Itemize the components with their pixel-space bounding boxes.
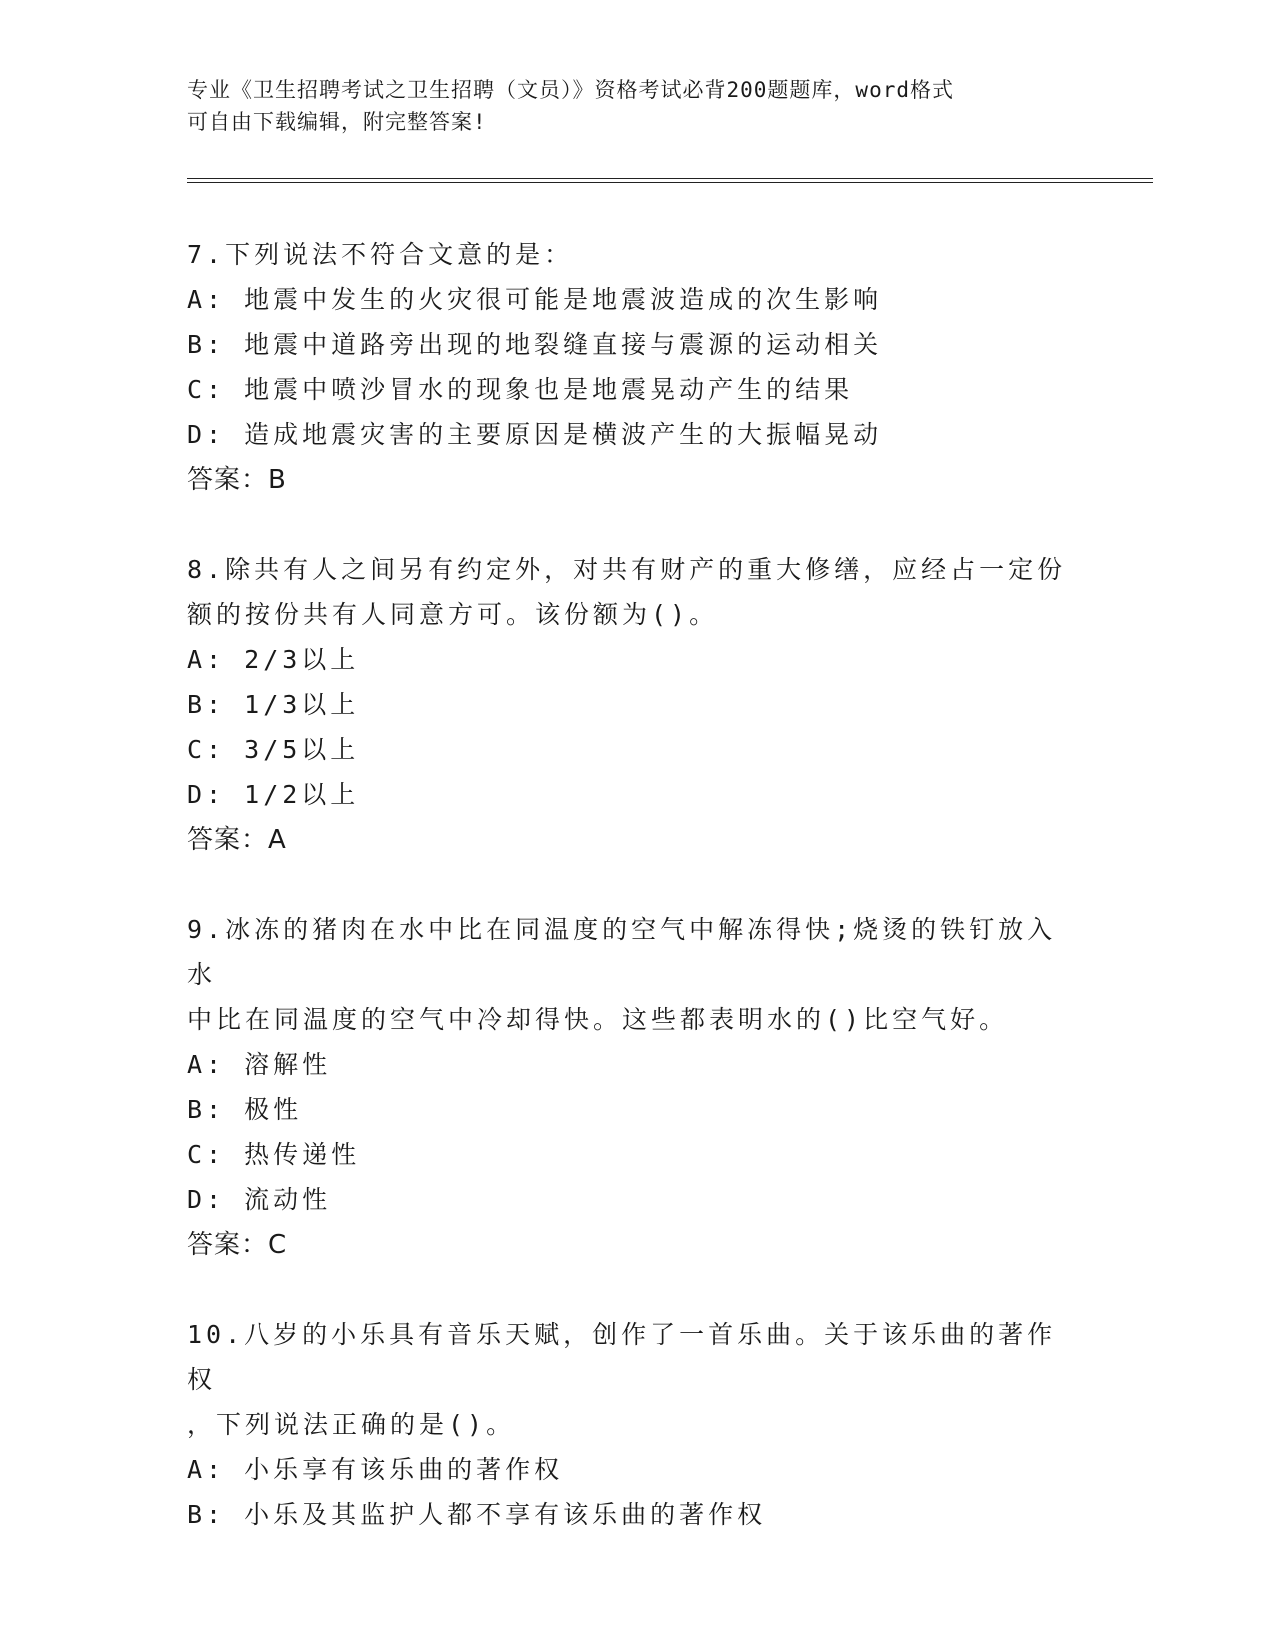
question-option: B: 小乐及其监护人都不享有该乐曲的著作权 <box>187 1500 767 1529</box>
question-item <box>187 547 1087 863</box>
question-option: A: 溶解性 <box>187 1050 332 1079</box>
question-option: A: 地震中发生的火灾很可能是地震波造成的次生影响 <box>187 285 883 314</box>
question-stem-line: ，下列说法正确的是()。 <box>187 1410 516 1439</box>
question-list <box>187 232 1087 1581</box>
question-item <box>187 907 1087 1268</box>
question-option: B: 1/3以上 <box>187 690 360 719</box>
question-item <box>187 232 1087 503</box>
question-option: D: 流动性 <box>187 1185 332 1214</box>
question-stem-line: 9.冰冻的猪肉在水中比在同温度的空气中解冻得快;烧烫的铁钉放入水 <box>187 915 1057 989</box>
question-option: C: 热传递性 <box>187 1140 361 1169</box>
question-option: A: 2/3以上 <box>187 645 360 674</box>
question-option: B: 极性 <box>187 1095 303 1124</box>
question-stem-line: 8.除共有人之间另有约定外，对共有财产的重大修缮，应经占一定份 <box>187 555 1067 584</box>
question-option: C: 3/5以上 <box>187 735 360 764</box>
header-divider-top <box>187 178 1153 179</box>
header-line-1: 专业《卫生招聘考试之卫生招聘（文员）》资格考试必背200题题库，word格式 <box>187 78 954 102</box>
question-answer: 答案：A <box>187 825 287 855</box>
question-stem-line: 额的按份共有人同意方可。该份额为()。 <box>187 600 719 629</box>
question-option: A: 小乐享有该乐曲的著作权 <box>187 1455 564 1484</box>
question-stem-line: 7.下列说法不符合文意的是： <box>187 240 574 269</box>
question-option: C: 地震中喷沙冒水的现象也是地震晃动产生的结果 <box>187 375 854 404</box>
question-answer: 答案：C <box>187 1230 288 1260</box>
question-item <box>187 1312 1087 1537</box>
document-header <box>187 74 1087 138</box>
question-answer: 答案：B <box>187 465 287 495</box>
question-option: D: 1/2以上 <box>187 780 360 809</box>
header-divider-bottom <box>187 182 1153 183</box>
header-line-2: 可自由下载编辑，附完整答案! <box>187 110 487 134</box>
question-stem-line: 10.八岁的小乐具有音乐天赋，创作了一首乐曲。关于该乐曲的著作权 <box>187 1320 1057 1394</box>
question-stem-line: 中比在同温度的空气中冷却得快。这些都表明水的()比空气好。 <box>187 1005 1009 1034</box>
question-option: D: 造成地震灾害的主要原因是横波产生的大振幅晃动 <box>187 420 883 449</box>
question-option: B: 地震中道路旁出现的地裂缝直接与震源的运动相关 <box>187 330 883 359</box>
